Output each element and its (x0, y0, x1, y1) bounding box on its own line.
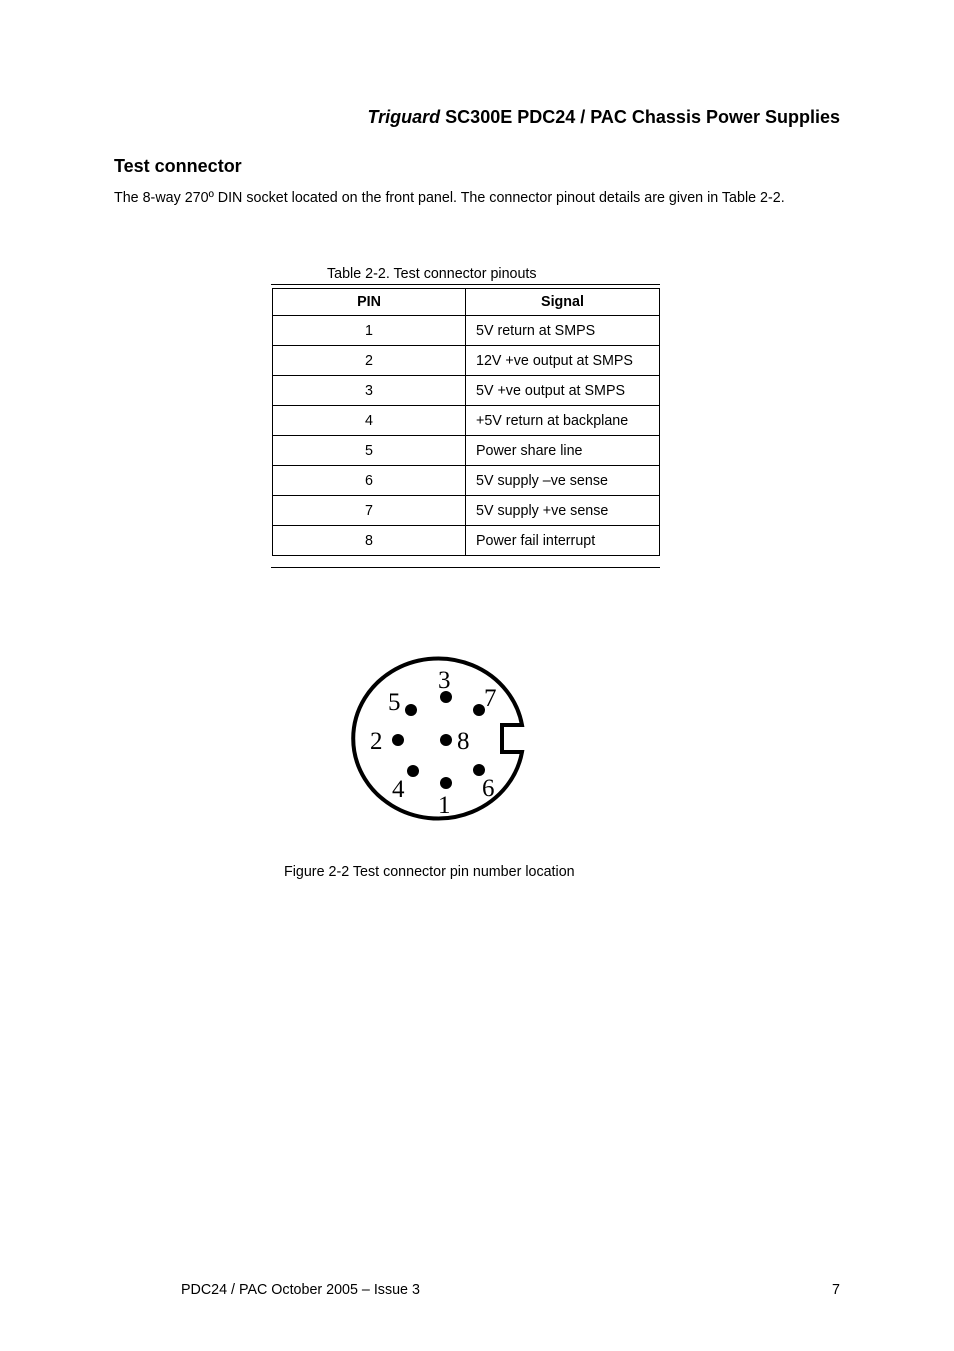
column-header-pin: PIN (273, 289, 466, 316)
column-header-signal: Signal (466, 289, 660, 316)
figure-caption: Figure 2-2 Test connector pin number location (284, 864, 575, 880)
table-header-row (273, 289, 660, 316)
pin-label-7: 7 (484, 685, 497, 712)
pin-cell: 4 (273, 406, 466, 436)
pinout-table (272, 288, 660, 556)
signal-cell: 5V +ve output at SMPS (466, 376, 660, 406)
signal-cell: +5V return at backplane (466, 406, 660, 436)
header-brand: Triguard (367, 107, 441, 127)
table-row (273, 346, 660, 376)
signal-cell: 5V supply +ve sense (466, 496, 660, 526)
pin-dot-4 (407, 765, 419, 777)
pin-cell: 6 (273, 466, 466, 496)
pin-cell: 1 (273, 316, 466, 346)
pin-dot-1 (440, 777, 452, 789)
signal-cell: Power fail interrupt (466, 526, 660, 556)
pin-label-5: 5 (388, 689, 401, 716)
table-row (273, 496, 660, 526)
pin-label-4: 4 (392, 776, 405, 803)
table-bottom-rule (271, 567, 660, 568)
pin-dot-2 (392, 734, 404, 746)
header-title: SC300E PDC24 / PAC Chassis Power Supplies (440, 107, 840, 127)
pin-label-6: 6 (482, 775, 495, 802)
page-number: 7 (832, 1282, 840, 1298)
table-row (273, 376, 660, 406)
pin-label-1: 1 (438, 792, 451, 819)
table-row (273, 316, 660, 346)
table-row (273, 526, 660, 556)
pin-label-8: 8 (457, 728, 470, 755)
table-caption: Table 2-2. Test connector pinouts (327, 266, 537, 282)
pin-cell: 7 (273, 496, 466, 526)
pin-label-2: 2 (370, 728, 383, 755)
pin-cell: 8 (273, 526, 466, 556)
signal-cell: 12V +ve output at SMPS (466, 346, 660, 376)
signal-cell: 5V supply –ve sense (466, 466, 660, 496)
page-header (367, 107, 840, 128)
table-top-rule (271, 284, 660, 285)
signal-cell: 5V return at SMPS (466, 316, 660, 346)
table-row (273, 436, 660, 466)
pin-cell: 3 (273, 376, 466, 406)
pin-label-3: 3 (438, 667, 451, 694)
table-row (273, 466, 660, 496)
pin-cell: 2 (273, 346, 466, 376)
pin-cell: 5 (273, 436, 466, 466)
pin-dot-5 (405, 704, 417, 716)
din-connector-diagram (350, 650, 540, 830)
footer-doc-info: PDC24 / PAC October 2005 – Issue 3 (181, 1282, 420, 1298)
table-row (273, 406, 660, 436)
signal-cell: Power share line (466, 436, 660, 466)
section-paragraph: The 8-way 270º DIN socket located on the front panel. The connector pinout details are given in Table 2-2. (114, 190, 785, 206)
section-title: Test connector (114, 156, 242, 176)
pin-dot-8 (440, 734, 452, 746)
